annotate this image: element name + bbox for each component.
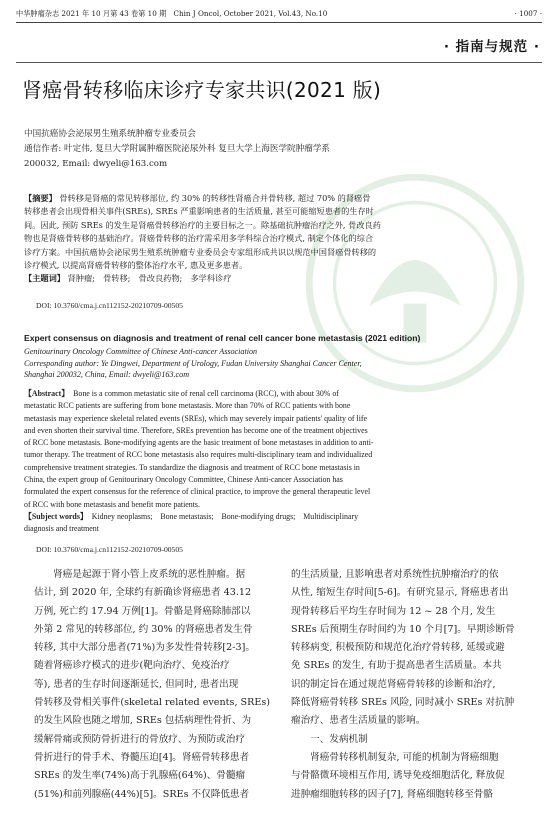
abstract-cn-line: 骨转移是肾癌的常见转移部位, 约 30% 的转移性肾癌合并骨转移, 超过 70% 的肾癌骨 xyxy=(59,193,371,203)
abstract-cn-line: 间。因此, 预防 SREs 的发生是肾癌骨转移治疗的主要目标之一。除基础抗肿瘤治疗之外, 骨改良药 xyxy=(24,219,381,230)
postal-email-cn: 200032, Email: dwyeli@163.com xyxy=(24,159,168,169)
body-line: 的发生风险也随之增加, SREs 包括病理性骨折、为 xyxy=(34,715,252,727)
abstract-en-line: and even shorten their survival time. Therefore, SREs prevention has become one of the treatment objectives xyxy=(24,425,368,435)
abstract-en-line: formulated the expert consensus for the reference of clinical practice, to improve the general therapeutic level xyxy=(24,487,371,497)
abstract-en-tag: 【Abstract】 xyxy=(24,389,70,398)
abstract-en-line: tumor therapy. The treatment of RCC bone metastasis also requires multi-disciplinary team and individualized xyxy=(24,450,373,460)
abstract-cn xyxy=(24,192,538,286)
body-line: 现骨转移后平均生存时间为 12 ~ 28 个月, 发生 xyxy=(291,605,496,617)
body-line: 与骨骼微环境相互作用, 诱导免疫细胞活化, 释放促 xyxy=(291,770,505,782)
body-line: 等), 患者的生存时间逐渐延长, 但同时, 患者出现 xyxy=(34,678,239,690)
header-rule xyxy=(16,22,542,23)
body-line: 转移, 其中大部分患者(71%)为多发性骨转移[2-3]。 xyxy=(34,642,255,654)
section-rule xyxy=(16,62,542,63)
body-line: 的生活质量, 且影响患者对系统性抗肿瘤治疗的依 xyxy=(291,569,499,580)
keywords-en: diagnosis and treatment xyxy=(24,524,99,534)
authors-cn: 中国抗癌协会泌尿男生殖系统肿瘤专业委员会 xyxy=(24,129,196,139)
body-line: 瘤治疗、患者生活质量的影响。 xyxy=(291,715,426,727)
body-line: 降低肾癌骨转移 SREs 风险, 同时减小 SREs 对抗肿 xyxy=(291,697,515,709)
body-column-right xyxy=(291,566,539,804)
abstract-cn-line: 诊疗模式, 以提高肾癌骨转移的整体治疗水平, 惠及更多患者。 xyxy=(24,260,248,271)
abstract-en-line: metastasis may experience skeletal related events (SREs), which may severely impair patients' quality of life xyxy=(24,413,368,423)
page-number: · 1007 · xyxy=(514,9,542,18)
body-line: 随着肾癌诊疗模式的进步(靶向治疗、免疫治疗 xyxy=(34,660,230,672)
abstract-en-line: of RCC with bone metastasis and benefit more patients. xyxy=(24,499,200,509)
journal-citation: 中华肿瘤杂志 2021 年 10 月第 43 卷第 10 期 Chin J Oncol, October 2021, Vol.43, No.10 xyxy=(16,9,328,18)
body-column-left xyxy=(34,566,279,804)
keywords-cn: 肾肿瘤; 骨转移; 骨改良药物; 多学科诊疗 xyxy=(67,273,232,284)
body-line: 进肿瘤细胞转移的因子[7], 肾癌细胞转移至骨骼 xyxy=(291,788,493,800)
abstract-cn-line: 转移患者会出现骨相关事件(SREs), SREs 严重影响患者的生活质量, 甚至可能缩短患者的生存时 xyxy=(24,206,374,217)
corresponding-author-en: Corresponding author: Ye Dingwei, Department of Urology, Fudan University Shanghai Cancer Center, xyxy=(24,358,362,368)
body-line: 肾癌是起源于肾小管上皮系统的恶性肿瘤。据 xyxy=(34,569,246,580)
keywords-en-tag: 【Subject words】 xyxy=(24,511,88,521)
body-line: 骨折进行的骨手术、脊髓压迫[4]。肾癌骨转移患者 xyxy=(34,751,250,763)
body-line: (51%)和前列腺癌(44%)[5]。SREs 不仅降低患者 xyxy=(34,788,250,800)
body-line: 肾癌骨转移机制复杂, 可能的机制为肾癌细胞 xyxy=(291,751,499,763)
abstract-cn-line: 诊疗方案。中国抗癌协会泌尿男生殖系统肿瘤专业委员会专家组形成共识以规范中国肾癌骨转移的 xyxy=(24,246,377,257)
body-line: 万例, 死亡约 17.94 万例[1]。骨骼是肾癌除肺部以 xyxy=(34,605,251,617)
keywords-cn-tag: 【主题词】 xyxy=(24,273,65,284)
body-line: 识的制定旨在通过规范肾癌骨转移的诊断和治疗, xyxy=(291,678,496,690)
en-author-block xyxy=(24,346,538,381)
body-line: 从性, 缩短生存时间[5-6]。有研究显示, 肾癌患者出 xyxy=(291,587,509,599)
article-title-en: Expert consensus on diagnosis and treatment of renal cell cancer bone metastasis (2021 edition) xyxy=(24,333,421,343)
doi-link[interactable]: DOI: 10.3760/cma.j.cn112152-20210709-00505 xyxy=(36,301,183,310)
corresponding-author-en: Shanghai 200032, China, Email: dwyeli@163.com xyxy=(24,370,190,380)
body-line: 估计, 到 2020 年, 全球约有新确诊肾癌患者 43.12 xyxy=(34,587,252,599)
body-line: SREs 后预期生存时间约为 10 个月[7]。早期诊断骨 xyxy=(291,623,515,635)
body-line: 免 SREs 的发生, 有助于提高患者生活质量。本共 xyxy=(291,660,502,672)
body-line: 转移病变, 积极预防和规范化治疗骨转移, 延缓或避 xyxy=(291,642,505,654)
body-line: 缓解骨痛或预防骨折进行的骨放疗、为预防或治疗 xyxy=(34,733,246,745)
body-line: SREs 的发生率(74%)高于乳腺癌(64%)、骨髓瘤 xyxy=(34,770,246,782)
section-heading: 一、发病机制 xyxy=(291,733,368,745)
body-line: 外第 2 常见的转移部位, 约 30% 的肾癌患者发生骨 xyxy=(34,623,253,635)
abstract-en-line: Bone is a common metastatic site of renal cell carcinoma (RCC), with about 30% of xyxy=(73,389,339,398)
abstract-cn-tag: 【摘要】 xyxy=(24,193,57,203)
abstract-en xyxy=(24,388,538,536)
abstract-en-line: of RCC bone metastasis. Bone-modifying agents are the basic treatment of bone metastases in addition to anti- xyxy=(24,438,374,448)
section-label: · 指南与规范 · xyxy=(443,39,540,55)
doi-link[interactable]: DOI: 10.3760/cma.j.cn112152-20210709-00505 xyxy=(36,545,183,554)
abstract-en-line: comprehensive treatment strategies. To standardize the diagnosis and treatment of RCC bone metastasis in xyxy=(24,462,360,472)
author-en: Genitourinary Oncology Committee of Chinese Anti-cancer Association xyxy=(24,347,258,356)
keywords-en: Kidney neoplasms; Bone metastasis; Bone-modifying drugs; Multidisciplinary xyxy=(91,511,359,521)
abstract-en-line: metastatic RCC patients are suffering from bone metastasis. More than 70% of RCC patients with bone xyxy=(24,401,351,411)
article-title-cn: 肾癌骨转移临床诊疗专家共识(2021 版) xyxy=(22,78,382,102)
abstract-cn-line: 物也是肾癌骨转移的基础治疗。肾癌骨转移的治疗需采用多学科综合治疗模式, 制定个体化的综合 xyxy=(24,233,374,244)
corresponding-author-cn: 通信作者: 叶定伟, 复旦大学附属肿瘤医院泌尿外科 复旦大学上海医学院肿瘤学系 xyxy=(24,144,331,154)
body-line: 骨转移及骨相关事件(skeletal related events, SREs) xyxy=(34,697,271,709)
abstract-en-line: China, the expert group of Genitourinary Oncology Committee, Chinese Anti-cancer Association has xyxy=(24,475,343,485)
